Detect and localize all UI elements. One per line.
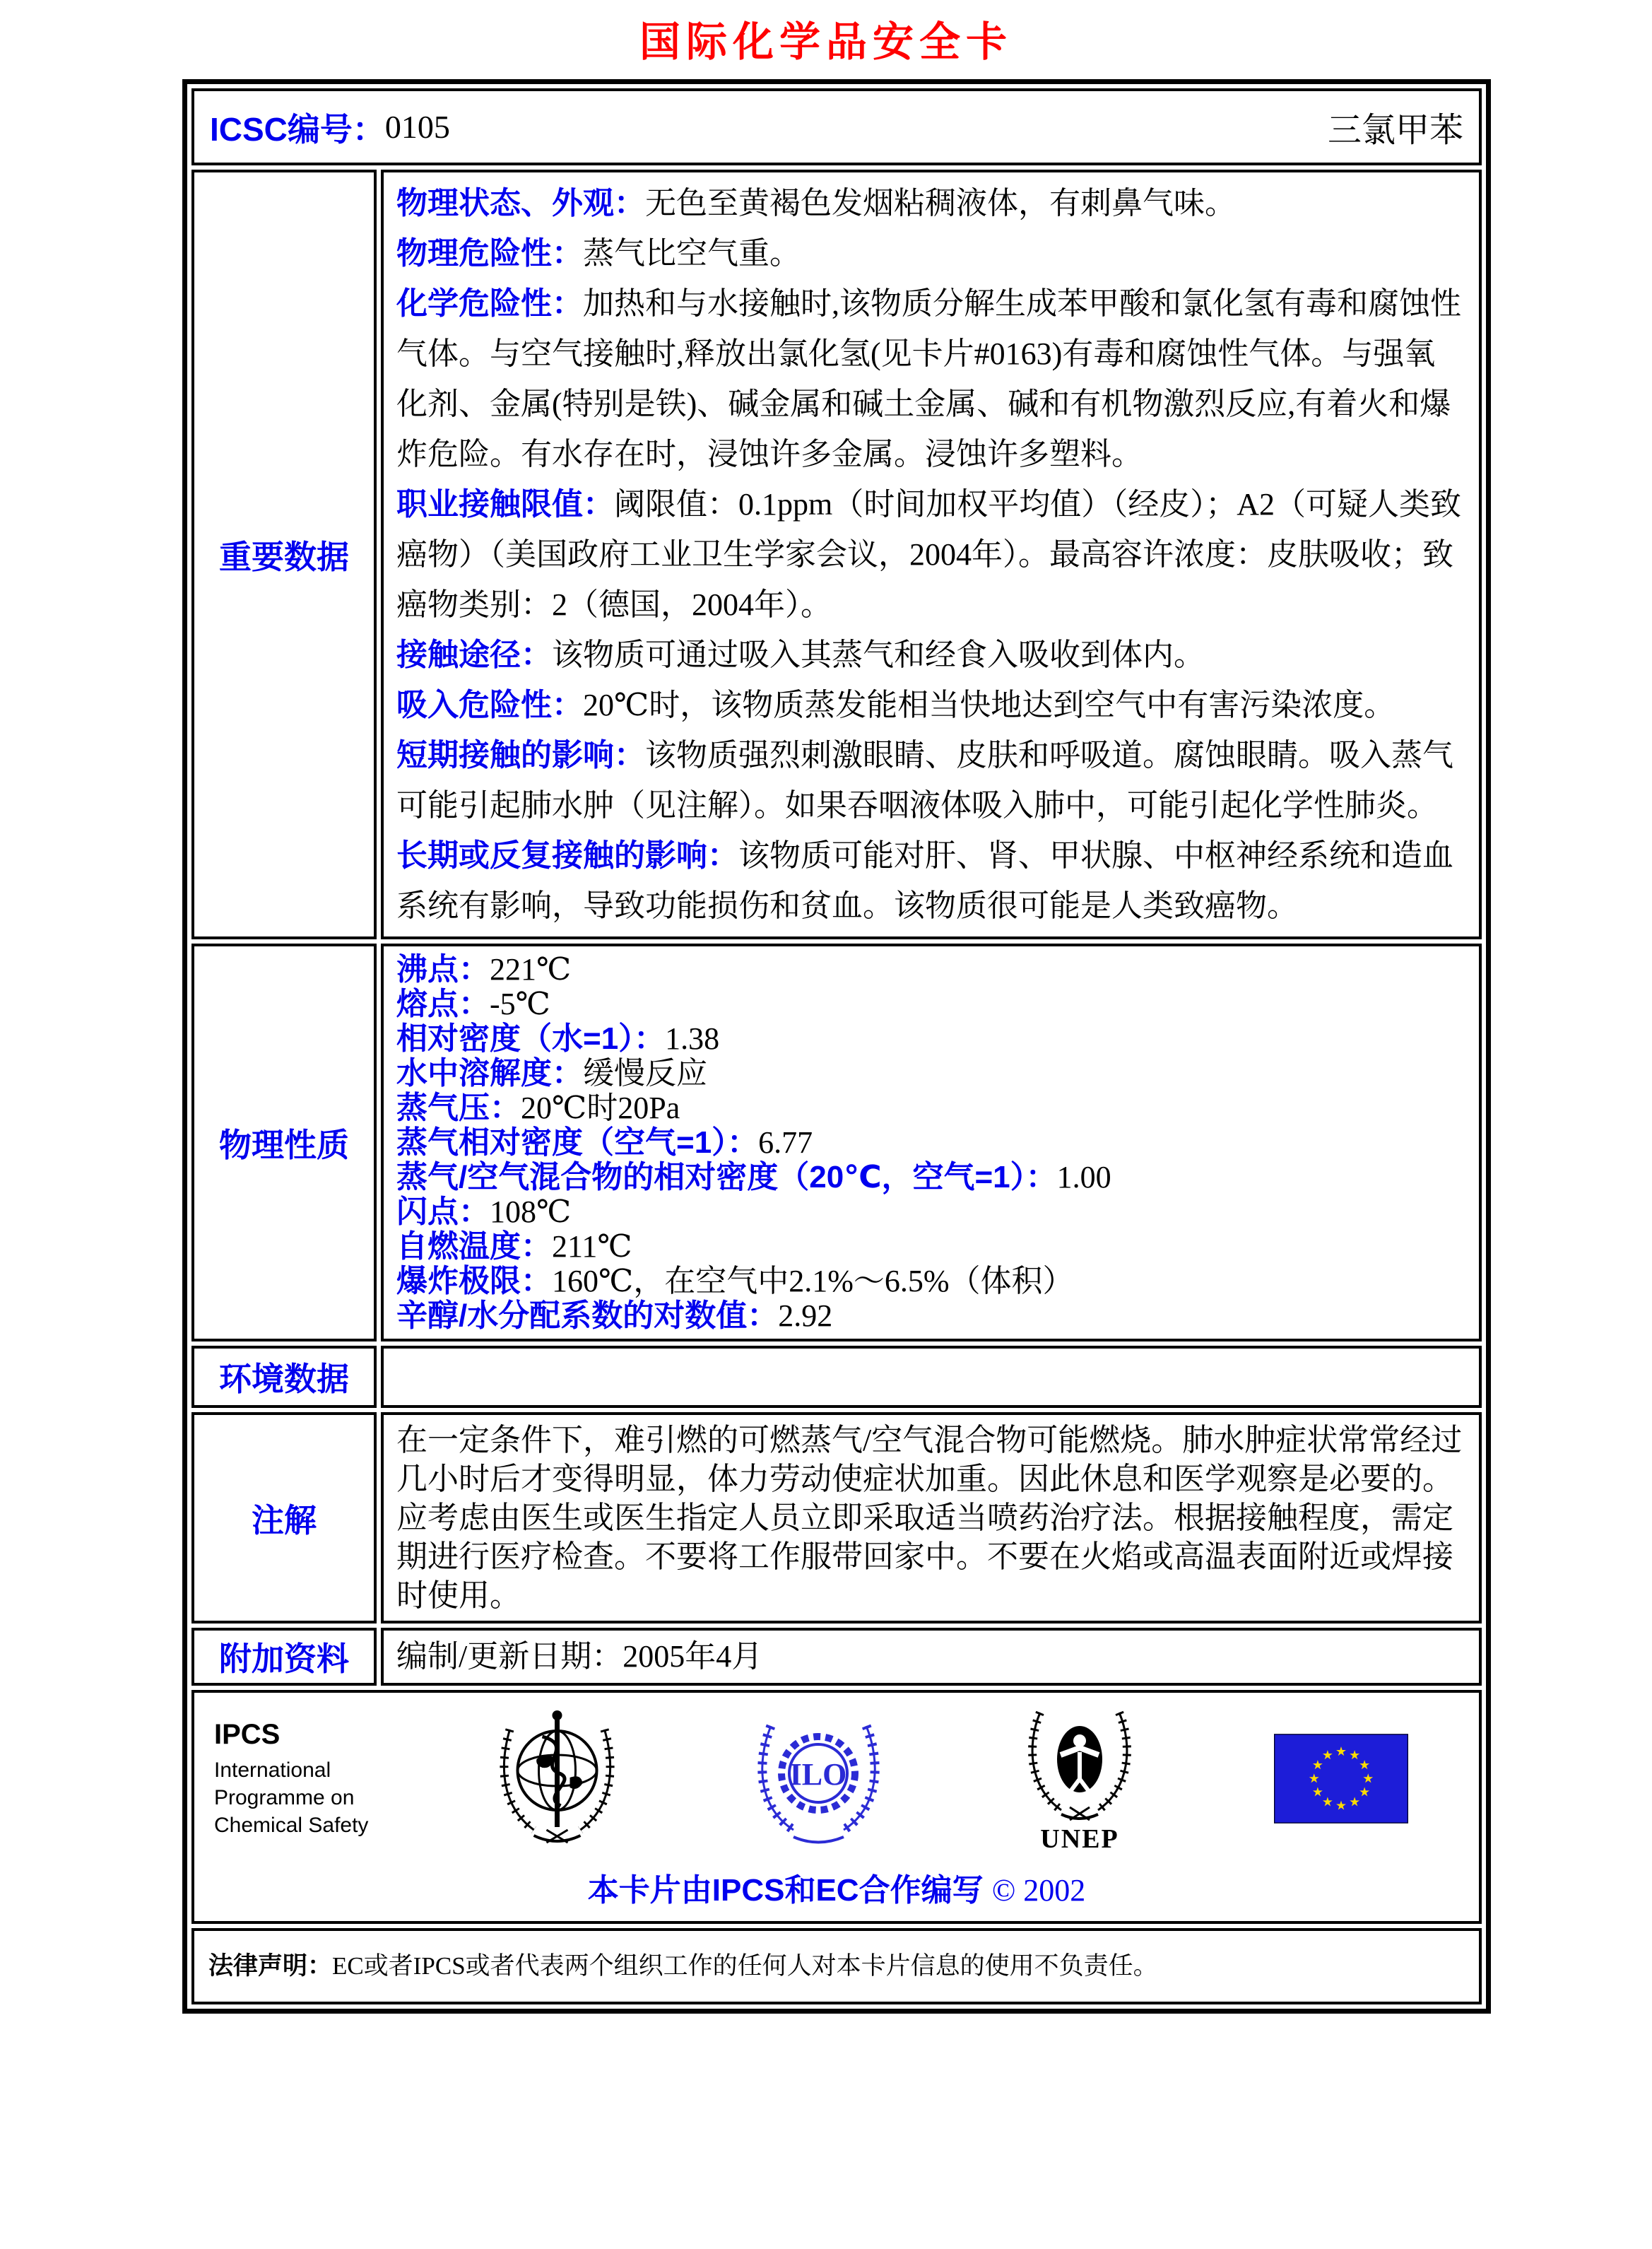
unep-wordmark: UNEP (1040, 1824, 1119, 1854)
field-value: 阈限值：0.1ppm（时间加权平均值）（经皮）；A2（可疑人类致癌物）（美国政府工业卫生学家会议，2004年）。最高容许浓度：皮肤吸收；致癌物类别：2（德国，2004年）。 (396, 487, 1461, 622)
credit-text: 本卡片由IPCS和EC合作编写 (587, 1873, 984, 1908)
paragraph (396, 952, 1466, 987)
field-label: 蒸气/空气混合物的相对密度（20℃，空气=1）： (396, 1160, 1057, 1194)
paragraph (396, 1160, 1466, 1194)
card-header-cell (191, 88, 1482, 165)
field-label: 职业接触限值： (396, 487, 614, 522)
paragraph (396, 1021, 1466, 1056)
field-label: 相对密度（水=1）： (396, 1021, 666, 1056)
legal-cell (191, 1928, 1482, 2004)
paragraph (396, 830, 1466, 931)
field-value: 加热和与水接触时,该物质分解生成苯甲酸和氯化氢有毒和腐蚀性气体。与空气接触时,释放出氯化氢(见卡片#0163)有毒和腐蚀性气体。与强氧化剂、金属(特别是铁)、碱金属和碱土金属、碱和有机物激烈反应,有着火和爆炸危险。有水存在时，浸蚀许多金属。浸蚀许多塑料。 (396, 286, 1461, 471)
field-label: 爆炸极限： (396, 1264, 552, 1298)
paragraph (396, 680, 1466, 730)
field-label: 物理危险性： (396, 236, 583, 271)
section-row-environmental-data (191, 1346, 1482, 1408)
paragraph (396, 1091, 1466, 1125)
legal-row (191, 1928, 1482, 2004)
field-label: 长期或反复接触的影响： (396, 838, 738, 873)
section-label-notes: 注解 (191, 1412, 377, 1623)
section-content-physical-properties (381, 944, 1482, 1341)
field-label: 水中溶解度： (396, 1056, 583, 1091)
card-footer-row (191, 1690, 1482, 1924)
field-value: 6.77 (758, 1125, 813, 1160)
chemical-name: 三氯甲苯 (1327, 112, 1463, 149)
field-label: 接触途径： (396, 638, 552, 672)
icsc-number-value: 0105 (384, 109, 450, 145)
field-value: 211℃ (552, 1229, 632, 1264)
field-value: 20℃时，该物质蒸发能相当快地达到空气中有害污染浓度。 (583, 688, 1396, 722)
field-value: 20℃时20Pa (521, 1091, 680, 1125)
field-value: 2.92 (778, 1298, 833, 1333)
legal-text: EC或者IPCS或者代表两个组织工作的任何人对本卡片信息的使用不负责任。 (332, 1952, 1158, 1980)
field-label: 沸点： (396, 952, 490, 987)
field-value: 221℃ (490, 952, 572, 987)
section-content-notes (381, 1412, 1482, 1623)
card-footer-cell (191, 1690, 1482, 1924)
paragraph (396, 987, 1466, 1021)
field-label: 蒸气相对密度（空气=1）： (396, 1125, 759, 1160)
section-row-notes (191, 1412, 1482, 1623)
paragraph (396, 1056, 1466, 1091)
field-value: 缓慢反应 (583, 1056, 707, 1091)
logos-row (201, 1703, 1472, 1855)
paragraph (396, 278, 1466, 479)
copyright-text: © 2002 (991, 1873, 1086, 1908)
credit-line (201, 1865, 1472, 1910)
field-value: 该物质可能对肝、肾、甲状腺、中枢神经系统和造血系统有影响，导致功能损伤和贫血。该物质很可能是人类致癌物。 (396, 838, 1453, 923)
section-row-additional-info (191, 1628, 1482, 1686)
field-label: 化学危险性： (396, 286, 583, 321)
icsc-number-label: ICSC编号： (210, 110, 385, 148)
field-label: 辛醇/水分配系数的对数值： (396, 1298, 779, 1333)
field-value: 该物质可通过吸入其蒸气和经食入吸收到体内。 (552, 638, 1205, 672)
field-value: 1.38 (665, 1021, 720, 1056)
field-label: 物理状态、外观： (396, 186, 645, 221)
field-value: 编制/更新日期：2005年4月 (396, 1639, 763, 1674)
icsc-card-table (182, 79, 1491, 2014)
field-value: -5℃ (490, 987, 550, 1021)
field-value: 蒸气比空气重。 (583, 236, 801, 271)
paragraph (396, 1421, 1466, 1615)
field-label: 熔点： (396, 987, 490, 1021)
section-content-environmental-data (381, 1346, 1482, 1408)
paragraph (396, 1194, 1466, 1229)
section-row-physical-properties (191, 944, 1482, 1341)
field-label: 吸入危险性： (396, 688, 583, 722)
paragraph (396, 479, 1466, 630)
paragraph (396, 1636, 1466, 1677)
who-icon (426, 1708, 688, 1850)
legal-label: 法律声明： (208, 1952, 333, 1980)
field-value: 160℃，在空气中2.1%～6.5%（体积） (552, 1264, 1074, 1298)
field-label: 短期接触的影响： (396, 738, 645, 773)
section-label-environmental-data: 环境数据 (191, 1346, 377, 1408)
ipcs-text-block (201, 1719, 426, 1839)
paragraph (396, 1125, 1466, 1160)
paragraph (396, 1298, 1466, 1333)
card-header-row (191, 88, 1482, 165)
paragraph (396, 1264, 1466, 1298)
ipcs-acronym: IPCS (214, 1718, 281, 1750)
ipcs-line: Chemical Safety (214, 1813, 369, 1837)
section-content-additional-info (381, 1628, 1482, 1686)
svg-text:ILO: ILO (789, 1756, 846, 1792)
section-row-important-data (191, 170, 1482, 939)
eu-flag-icon (1210, 1734, 1472, 1824)
field-label: 闪点： (396, 1194, 490, 1229)
section-label-additional-info: 附加资料 (191, 1628, 377, 1686)
field-value: 1.00 (1056, 1160, 1111, 1194)
paragraph (396, 228, 1466, 278)
section-label-important-data: 重要数据 (191, 170, 377, 939)
page-title: 国际化学品安全卡 (639, 18, 1013, 66)
section-content-important-data (381, 170, 1482, 939)
field-value: 108℃ (490, 1194, 572, 1229)
paragraph (396, 630, 1466, 680)
unep-icon (949, 1703, 1210, 1855)
field-label: 蒸气压： (396, 1091, 521, 1125)
field-label: 自燃温度： (396, 1229, 552, 1264)
section-label-physical-properties: 物理性质 (191, 944, 377, 1341)
field-value: 无色至黄褐色发烟粘稠液体，有刺鼻气味。 (645, 186, 1236, 221)
field-value: 在一定条件下，难引燃的可燃蒸气/空气混合物可能燃烧。肺水肿症状常常经过几小时后才变得明显，体力劳动使症状加重。因此休息和医学观察是必要的。应考虑由医生或医生指定人员立即采取适当喷药治疗法。根据接触程度，需定期进行医疗检查。不要将工作服带回家中。不要在火焰或高温表面附近或焊接时使用。 (396, 1423, 1463, 1613)
paragraph (396, 730, 1466, 830)
paragraph (396, 178, 1466, 228)
ipcs-line: Programme on (214, 1785, 355, 1809)
field-value: 该物质强烈刺激眼睛、皮肤和呼吸道。腐蚀眼睛。吸入蒸气可能引起肺水肿（见注解）。如果吞咽液体吸入肺中，可能引起化学性肺炎。 (396, 738, 1453, 823)
paragraph (396, 1229, 1466, 1264)
ilo-icon (688, 1708, 949, 1850)
ipcs-line: International (214, 1758, 331, 1782)
